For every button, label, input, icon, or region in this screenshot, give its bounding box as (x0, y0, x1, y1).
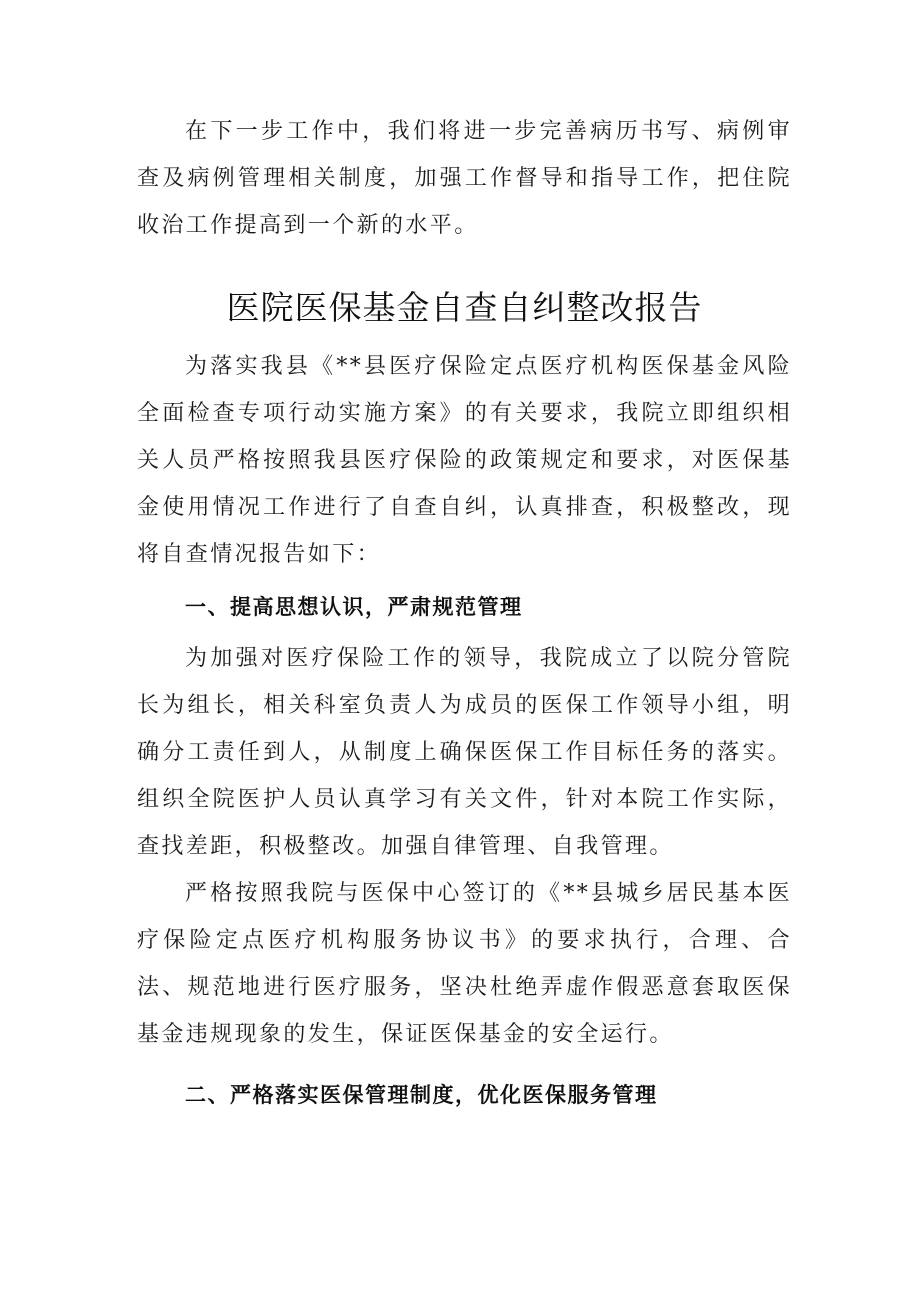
section-1-paragraph-2: 严格按照我院与医保中心签订的《**县城乡居民基本医疗保险定点医疗机构服务协议书》的要求执行，合理、合法、规范地进行医疗服务，坚决杜绝弄虚作假恶意套取医保基金违规现象的发生，保证医保基金的安全运行。 (137, 881, 792, 1047)
document-body (137, 108, 792, 1123)
section-1-paragraph-1: 为加强对医疗保险工作的领导，我院成立了以院分管院长为组长，相关科室负责人为成员的医保工作领导小组，明确分工责任到人，从制度上确保医保工作目标任务的落实。组织全院医护人员认真学习有关文件，针对本院工作实际，查找差距，积极整改。加强自律管理、自我管理。 (137, 646, 792, 859)
opening-paragraph: 为落实我县《**县医疗保险定点医疗机构医保基金风险全面检查专项行动实施方案》的有关要求，我院立即组织相关人员严格按照我县医疗保险的政策规定和要求，对医保基金使用情况工作进行了自查自纠，认真排查，积极整改，现将自查情况报告如下： (137, 354, 792, 567)
document-title: 医院医保基金自查自纠整改报告 (226, 288, 703, 327)
intro-paragraph: 在下一步工作中，我们将进一步完善病历书写、病例审查及病例管理相关制度，加强工作督导和指导工作，把住院收治工作提高到一个新的水平。 (137, 119, 792, 238)
section-2-heading: 二、严格落实医保管理制度，优化医保服务管理 (185, 1083, 658, 1107)
section-1-heading: 一、提高思想认识，严肃规范管理 (185, 595, 523, 619)
